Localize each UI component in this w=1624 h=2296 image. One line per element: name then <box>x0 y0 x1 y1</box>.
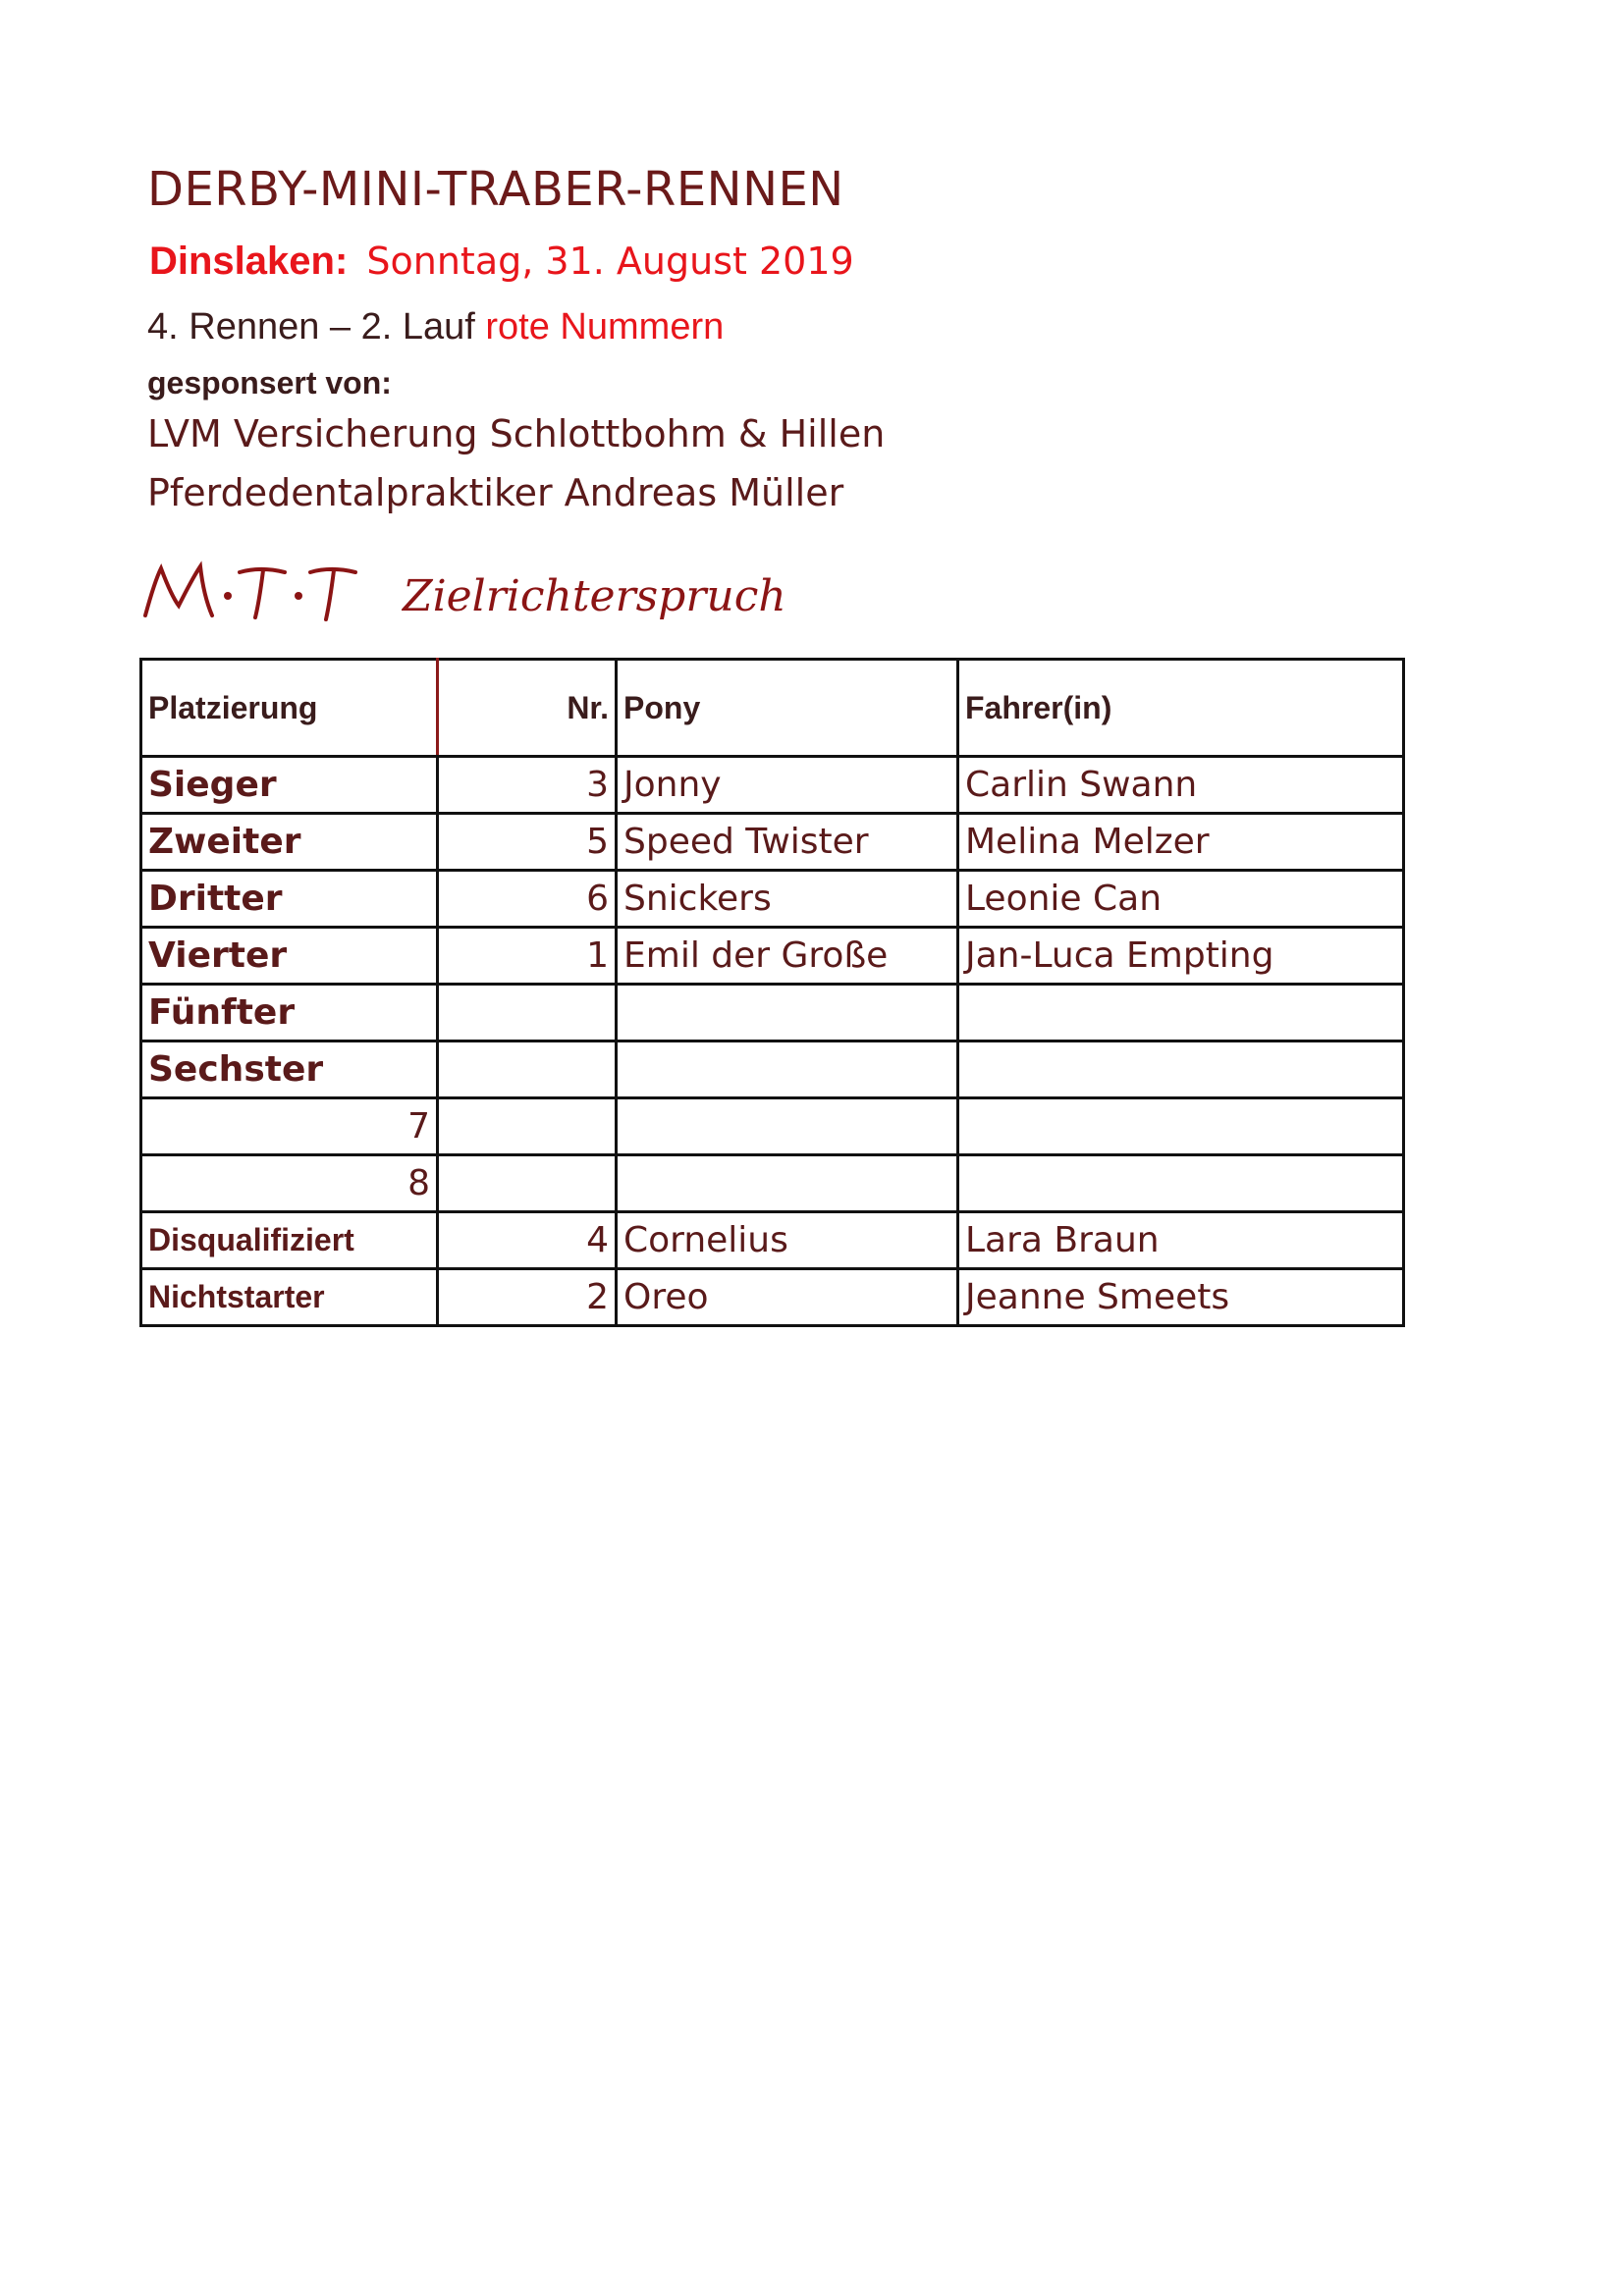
sponsor-1: LVM Versicherung Schlottbohm & Hillen <box>147 412 886 455</box>
column-header-place: Platzierung <box>141 660 438 757</box>
page-title: DERBY-MINI-TRABER-RENNEN <box>147 162 844 217</box>
number-cell: 6 <box>438 871 617 928</box>
number-cell <box>438 1098 617 1155</box>
pony-cell <box>617 1155 958 1212</box>
place-cell: Sieger <box>141 757 438 814</box>
pony-cell: Cornelius <box>617 1212 958 1269</box>
table-row <box>141 1098 1404 1155</box>
table-row <box>141 757 1404 814</box>
table-header-row <box>141 660 1404 757</box>
number-cell: 1 <box>438 928 617 985</box>
driver-cell: Leonie Can <box>958 871 1404 928</box>
race-highlight: rote Nummern <box>485 306 725 347</box>
driver-cell <box>958 1098 1404 1155</box>
driver-cell <box>958 985 1404 1041</box>
sponsor-2: Pferdedentalpraktiker Andreas Müller <box>147 471 844 514</box>
number-cell: 3 <box>438 757 617 814</box>
number-cell: 2 <box>438 1269 617 1326</box>
place-cell: Disqualifiziert <box>141 1212 438 1269</box>
column-header-number: Nr. <box>438 660 617 757</box>
mtt-logo-mark-icon <box>137 555 383 633</box>
event-date-line <box>149 240 854 284</box>
sponsor-label: gesponsert von: <box>147 365 392 400</box>
event-city: Dinslaken: <box>149 240 349 283</box>
place-cell: Nichtstarter <box>141 1269 438 1326</box>
pony-cell <box>617 1041 958 1098</box>
driver-cell: Jeanne Smeets <box>958 1269 1404 1326</box>
pony-cell <box>617 1098 958 1155</box>
race-number: 4. Rennen – 2. Lauf <box>147 306 475 347</box>
number-cell: 4 <box>438 1212 617 1269</box>
driver-cell: Jan-Luca Empting <box>958 928 1404 985</box>
driver-cell: Lara Braun <box>958 1212 1404 1269</box>
place-cell: Sechster <box>141 1041 438 1098</box>
driver-cell: Melina Melzer <box>958 814 1404 871</box>
table-row <box>141 985 1404 1041</box>
pony-cell: Emil der Große <box>617 928 958 985</box>
number-cell <box>438 985 617 1041</box>
driver-cell: Carlin Swann <box>958 757 1404 814</box>
mtt-logo <box>137 555 383 633</box>
driver-cell <box>958 1041 1404 1098</box>
column-header-pony: Pony <box>617 660 958 757</box>
race-info <box>147 306 724 348</box>
event-date: Sonntag, 31. August 2019 <box>366 240 854 283</box>
place-cell: Zweiter <box>141 814 438 871</box>
results-table <box>139 658 1405 1327</box>
place-cell: Dritter <box>141 871 438 928</box>
table-row <box>141 1269 1404 1326</box>
logo-subtitle: Zielrichterspruch <box>403 571 786 621</box>
table-row <box>141 1041 1404 1098</box>
table-row <box>141 928 1404 985</box>
place-cell: 8 <box>141 1155 438 1212</box>
driver-cell <box>958 1155 1404 1212</box>
pony-cell: Speed Twister <box>617 814 958 871</box>
table-row <box>141 1155 1404 1212</box>
pony-cell: Snickers <box>617 871 958 928</box>
place-cell: 7 <box>141 1098 438 1155</box>
number-cell <box>438 1155 617 1212</box>
number-cell: 5 <box>438 814 617 871</box>
table-row <box>141 814 1404 871</box>
table-row <box>141 1212 1404 1269</box>
place-cell: Vierter <box>141 928 438 985</box>
table-row <box>141 871 1404 928</box>
number-cell <box>438 1041 617 1098</box>
pony-cell: Jonny <box>617 757 958 814</box>
mtt-logo-text: M.T.T <box>137 555 140 556</box>
place-cell: Fünfter <box>141 985 438 1041</box>
pony-cell: Oreo <box>617 1269 958 1326</box>
pony-cell <box>617 985 958 1041</box>
column-header-driver: Fahrer(in) <box>958 660 1404 757</box>
